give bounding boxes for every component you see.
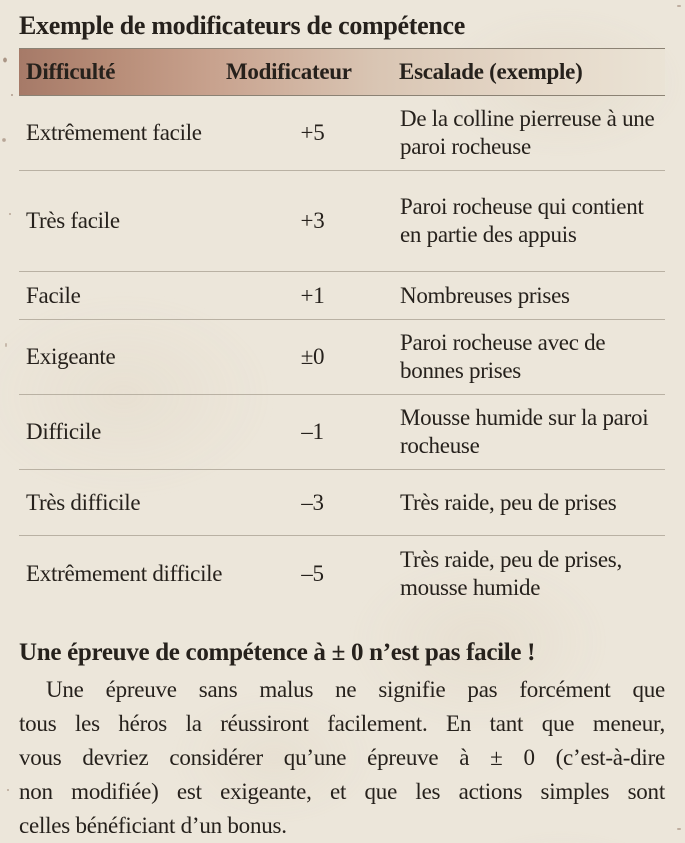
table-row	[19, 395, 665, 470]
modifier-table	[19, 48, 665, 612]
modifier-cell: ±0	[226, 320, 399, 395]
difficulty-cell: Exigeante	[19, 320, 226, 395]
page-title: Exemple de modificateurs de compétence	[19, 11, 465, 40]
difficulty-cell: Très facile	[19, 171, 226, 272]
example-cell: Nombreuses prises	[399, 272, 665, 320]
difficulty-cell: Facile	[19, 272, 226, 320]
table-row	[19, 470, 665, 536]
modifier-cell: –5	[301, 561, 324, 586]
example-cell: Très raide, peu de prises	[399, 470, 665, 536]
table-body	[19, 96, 665, 613]
modifier-cell: +3	[226, 171, 399, 272]
difficulty-cell: Très difficile	[19, 470, 226, 536]
note-line: tous les héros la réussiront facilement. En tant que meneur,	[19, 711, 665, 736]
example-cell: Très raide, peu de prises, mousse humide	[400, 547, 622, 600]
table-header	[19, 49, 665, 96]
difficulty-cell: Extrêmement difficile	[26, 561, 223, 586]
note-line: celles bénéficiant d’un bonus.	[19, 813, 287, 838]
column-header-difficulty: Difficulté	[19, 49, 226, 96]
note-body	[19, 673, 665, 843]
modifier-cell: –1	[226, 395, 399, 470]
modifier-cell: +5	[226, 96, 399, 171]
example-cell: Paroi rocheuse qui contient en partie des appuis	[399, 171, 665, 272]
table-row	[19, 96, 665, 171]
note-line: vous devriez considérer qu’une épreuve à ± 0 (c’est-à-dire	[19, 745, 665, 770]
difficulty-cell: Difficile	[19, 395, 226, 470]
example-cell: Mousse humide sur la paroi rocheuse	[399, 395, 665, 470]
column-header-example: Escalade (exemple)	[399, 49, 665, 96]
sidebar-note	[19, 637, 665, 843]
modifier-cell: –3	[226, 470, 399, 536]
table-row	[19, 272, 665, 320]
note-heading: Une épreuve de compétence à ± 0 n’est pas facile !	[19, 639, 536, 666]
table-row	[19, 171, 665, 272]
table-header-row	[19, 49, 665, 96]
difficulty-cell: Extrêmement facile	[19, 96, 226, 171]
table-row	[19, 536, 665, 613]
table-row	[19, 320, 665, 395]
column-header-modifier: Modificateur	[226, 49, 399, 96]
note-line: Une épreuve sans malus ne signifie pas forcément que	[46, 677, 665, 702]
example-cell: Paroi rocheuse avec de bonnes prises	[399, 320, 665, 395]
modifier-cell: +1	[226, 272, 399, 320]
note-line: non modifiée) est exigeante, et que les actions simples sont	[19, 779, 665, 804]
example-cell: De la colline pierreuse à une paroi rocheuse	[399, 96, 665, 171]
